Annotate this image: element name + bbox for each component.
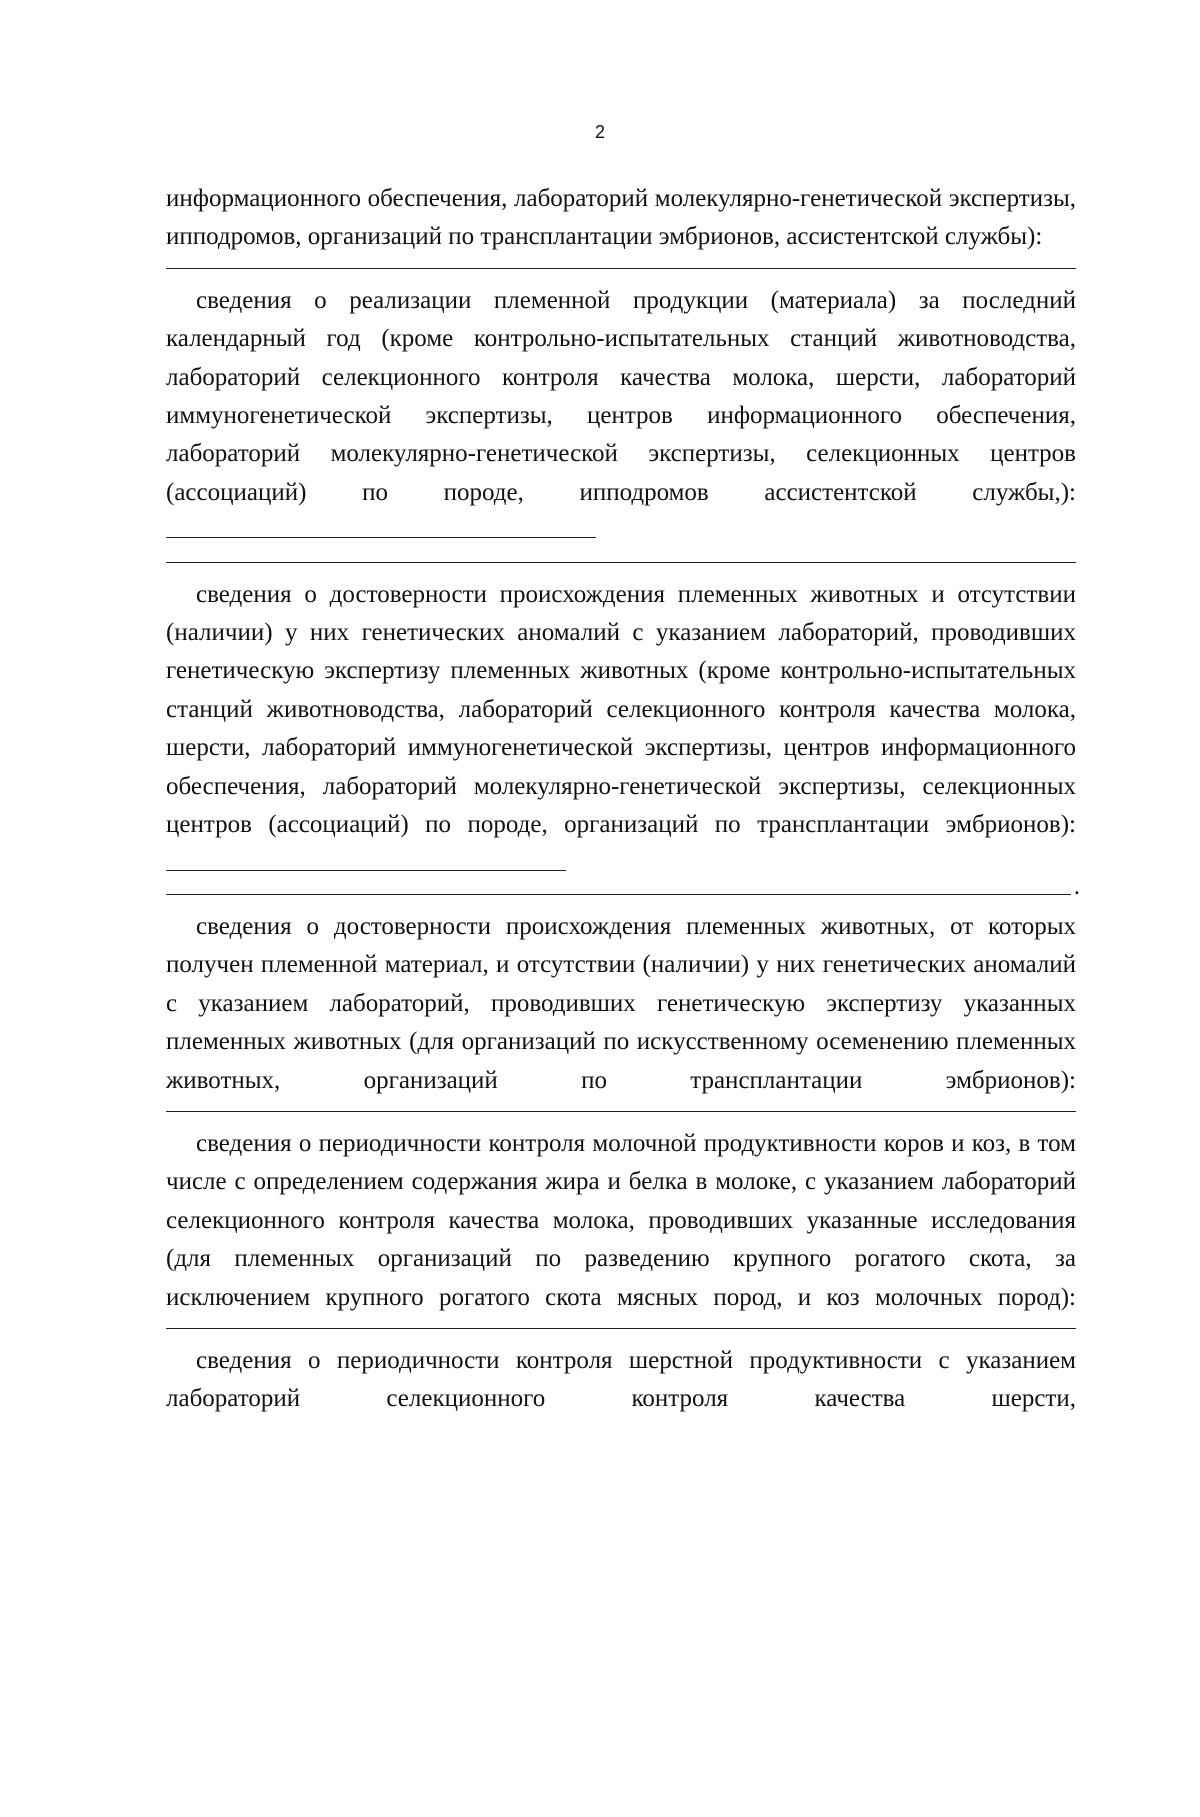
paragraph-text: сведения о реализации племенной продукции (материала) за последний календарный год (кроме контрольно-испытательных станций животноводства, лабораторий селекционного контроля качества молока, шерсти, лабораторий иммуногенетической экспертизы, центров информационного обеспечения, лабораторий молекулярно-генетической экспертизы, селекционных центров (ассоциаций) по породе, ипподромов ассистентской службы,):	[166, 286, 1076, 506]
paragraph-text: сведения о периодичности контроля молочной продуктивности коров и коз, в том числе с определением содержания жира и белка в молоке, с указанием лабораторий селекционного контроля качества молока, проводивших указанные исследования (для племенных организаций по разведению крупного рогатого скота, за исключением крупного рогатого скота мясных пород, и коз молочных пород):	[166, 1129, 1076, 1311]
paragraph-milk-productivity-control	[166, 1125, 1076, 1317]
paragraph-breeding-product-sales	[166, 282, 1076, 551]
document-body	[166, 180, 1080, 1419]
paragraph-wool-productivity-control	[166, 1342, 1076, 1419]
fill-in-line[interactable]	[166, 562, 1076, 563]
paragraph-text: сведения о достоверности происхождения племенных животных, от которых получен племенной материал, и отсутствии (наличии) у них генетических аномалий с указанием лабораторий, проводивших генетическую экспертизу указанных племенных животных (для организаций по искусственному осеменению племенных животных, организаций по трансплантации эмбрионов):	[166, 912, 1076, 1094]
paragraph-origin-reliability	[166, 576, 1076, 883]
paragraph-breeding-material-origin	[166, 908, 1076, 1100]
fill-in-line[interactable]	[166, 1111, 1076, 1112]
paragraph-text: сведения о периодичности контроля шерстной продуктивности с указанием лабораторий селекционного контроля качества шерсти,	[166, 1346, 1076, 1413]
page-number: 2	[594, 122, 605, 142]
paragraph-continuation	[166, 180, 1076, 257]
inline-fill-in-line[interactable]	[166, 536, 596, 538]
inline-fill-in-line[interactable]	[166, 869, 566, 871]
fill-in-line[interactable]	[166, 268, 1076, 269]
paragraph-text: сведения о достоверности происхождения племенных животных и отсутствии (наличии) у них генетических аномалий с указанием лабораторий, проводивших генетическую экспертизу племенных животных (кроме контрольно-испытательных станций животноводства, лабораторий селекционного контроля качества молока, шерсти, лабораторий иммуногенетической экспертизы, центров информационного обеспечения, лабораторий молекулярно-генетической экспертизы, селекционных центров (ассоциаций) по породе, организаций по трансплантации эмбрионов):	[166, 580, 1076, 839]
line-end-dot: .	[1073, 872, 1080, 900]
fill-in-line[interactable]	[166, 1328, 1076, 1329]
paragraph-text: информационного обеспечения, лабораторий молекулярно-генетической экспертизы, ипподромов, организаций по трансплантации эмбрионов, ассистентской службы):	[166, 185, 1076, 251]
fill-in-line[interactable]	[166, 872, 1080, 900]
